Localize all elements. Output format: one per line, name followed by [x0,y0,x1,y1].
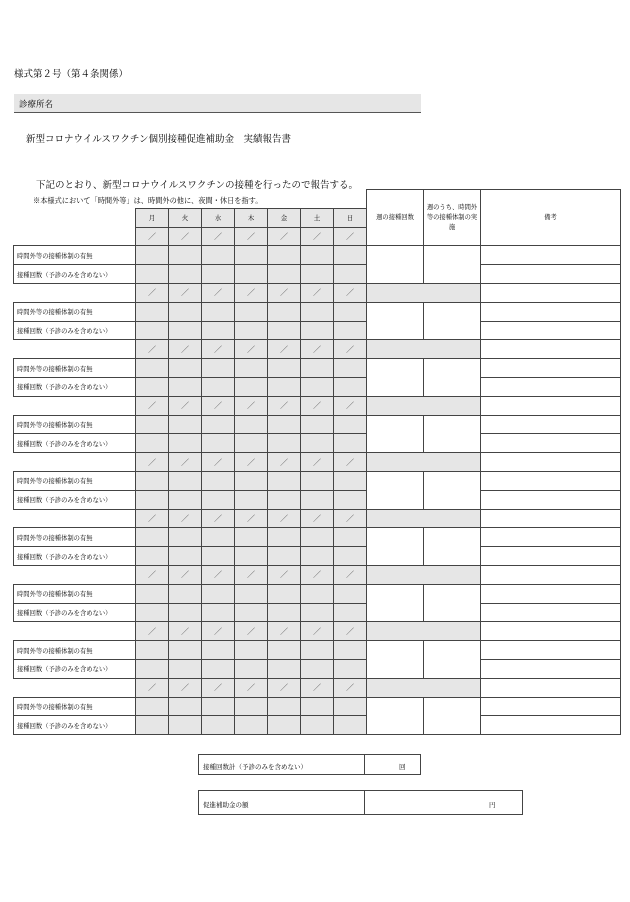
remarks-cell[interactable] [481,434,621,453]
date-cell[interactable]: ／ [301,396,334,415]
count-cell[interactable] [235,547,268,566]
afterhours-cell[interactable] [235,584,268,603]
count-cell[interactable] [235,434,268,453]
afterhours-cell[interactable] [202,584,235,603]
count-cell[interactable] [202,265,235,284]
date-cell[interactable]: ／ [268,396,301,415]
date-cell[interactable]: ／ [235,396,268,415]
afterhours-cell[interactable] [136,584,169,603]
remarks-cell[interactable] [481,490,621,509]
count-row-label: 接種回数（予診のみを含めない） [14,321,136,340]
weekly-count-cell[interactable] [367,641,424,679]
weekly-count-cell[interactable] [367,415,424,453]
date-cell[interactable]: ／ [301,622,334,641]
afterhours-cell[interactable] [202,471,235,490]
afterhours-cell[interactable] [268,302,301,321]
day-header: 火 [169,208,202,227]
weekly-shaded-cell [367,509,481,528]
afterhours-row-label: 時間外等の接種体制の有無 [14,415,136,434]
count-cell[interactable] [202,321,235,340]
date-cell[interactable]: ／ [136,396,169,415]
count-cell[interactable] [268,490,301,509]
count-cell[interactable] [334,434,367,453]
document-title: 新型コロナウイルスワクチン個別接種促進補助金 実績報告書 [26,134,291,145]
weekly-count-cell[interactable] [367,471,424,509]
date-cell[interactable]: ／ [334,396,367,415]
date-cell[interactable]: ／ [301,509,334,528]
day-header: 日 [334,208,367,227]
date-cell[interactable]: ／ [301,565,334,584]
afterhours-cell[interactable] [235,641,268,660]
afterhours-cell[interactable] [268,584,301,603]
remarks-cell[interactable] [481,697,621,716]
remarks-cell[interactable] [481,453,621,472]
afterhours-cell[interactable] [202,246,235,265]
header-spacer [14,190,367,209]
count-cell[interactable] [169,603,202,622]
date-cell[interactable]: ／ [169,453,202,472]
remarks-cell[interactable] [481,622,621,641]
count-cell[interactable] [268,659,301,678]
remarks-cell[interactable] [481,716,621,735]
date-cell[interactable]: ／ [136,678,169,697]
weekly-afterhours-cell[interactable] [424,471,481,509]
afterhours-cell[interactable] [235,471,268,490]
count-cell[interactable] [301,265,334,284]
afterhours-cell[interactable] [334,246,367,265]
date-cell[interactable]: ／ [334,340,367,359]
remarks-cell[interactable] [481,584,621,603]
afterhours-cell[interactable] [235,528,268,547]
date-cell[interactable]: ／ [334,283,367,302]
date-cell[interactable]: ／ [202,565,235,584]
afterhours-cell[interactable] [136,471,169,490]
count-cell[interactable] [301,490,334,509]
afterhours-cell[interactable] [202,302,235,321]
afterhours-cell[interactable] [334,641,367,660]
count-cell[interactable] [136,490,169,509]
weekly-count-cell[interactable] [367,302,424,340]
day-header: 木 [235,208,268,227]
subsidy-amount-unit: 円 [489,801,496,809]
count-row-label: 接種回数（予診のみを含めない） [14,434,136,453]
count-cell[interactable] [334,490,367,509]
date-cell[interactable]: ／ [202,283,235,302]
count-cell[interactable] [202,659,235,678]
date-cell[interactable]: ／ [235,283,268,302]
date-row-spacer [14,509,136,528]
count-row-label: 接種回数（予診のみを含めない） [14,377,136,396]
date-row-spacer [14,227,136,246]
date-cell[interactable]: ／ [268,622,301,641]
afterhours-row-label: 時間外等の接種体制の有無 [14,246,136,265]
count-cell[interactable] [235,603,268,622]
date-cell[interactable]: ／ [202,622,235,641]
afterhours-cell[interactable] [301,302,334,321]
weekly-shaded-cell [367,396,481,415]
date-cell[interactable]: ／ [202,396,235,415]
weekly-afterhours-cell[interactable] [424,359,481,397]
afterhours-cell[interactable] [235,359,268,378]
count-row-label: 接種回数（予診のみを含めない） [14,659,136,678]
count-cell[interactable] [235,490,268,509]
afterhours-cell[interactable] [235,246,268,265]
date-cell[interactable]: ／ [169,678,202,697]
weekly-count-cell[interactable] [367,528,424,566]
count-cell[interactable] [301,603,334,622]
count-cell[interactable] [136,603,169,622]
remarks-cell[interactable] [481,396,621,415]
remarks-cell[interactable] [481,415,621,434]
date-cell[interactable]: ／ [169,565,202,584]
weekly-shaded-cell [367,678,481,697]
afterhours-cell[interactable] [169,471,202,490]
date-cell[interactable]: ／ [301,678,334,697]
date-cell[interactable]: ／ [202,340,235,359]
date-cell[interactable]: ／ [334,565,367,584]
afterhours-cell[interactable] [136,359,169,378]
count-cell[interactable] [202,547,235,566]
date-cell[interactable]: ／ [301,340,334,359]
count-cell[interactable] [169,265,202,284]
count-cell[interactable] [169,659,202,678]
day-header: 金 [268,208,301,227]
date-cell[interactable]: ／ [235,340,268,359]
date-row-spacer [14,622,136,641]
count-cell[interactable] [169,547,202,566]
date-cell[interactable]: ／ [268,227,301,246]
weekly-afterhours-cell[interactable] [424,246,481,284]
weekly-afterhours-cell[interactable] [424,528,481,566]
date-cell[interactable]: ／ [334,509,367,528]
count-cell[interactable] [202,490,235,509]
afterhours-row-label: 時間外等の接種体制の有無 [14,697,136,716]
remarks-cell[interactable] [481,509,621,528]
count-cell[interactable] [268,265,301,284]
header-weekly-afterhours: 週のうち、時間外等の接種体制の実施 [424,190,481,246]
date-cell[interactable]: ／ [169,509,202,528]
remarks-cell[interactable] [481,265,621,284]
report-table [13,189,621,735]
count-cell[interactable] [334,659,367,678]
afterhours-cell[interactable] [301,471,334,490]
count-cell[interactable] [235,321,268,340]
count-cell[interactable] [301,547,334,566]
total-count-label: 接種回数計（予診のみを含めない） [203,763,307,771]
afterhours-cell[interactable] [334,302,367,321]
date-cell[interactable]: ／ [268,565,301,584]
afterhours-cell[interactable] [268,246,301,265]
afterhours-cell[interactable] [202,528,235,547]
date-cell[interactable]: ／ [334,227,367,246]
date-cell[interactable]: ／ [268,509,301,528]
date-cell[interactable]: ／ [136,622,169,641]
form-number: 様式第２号（第４条関係） [14,69,129,80]
weekly-afterhours-cell[interactable] [424,697,481,735]
afterhours-cell[interactable] [169,641,202,660]
afterhours-cell[interactable] [202,359,235,378]
afterhours-cell[interactable] [301,697,334,716]
afterhours-row-label: 時間外等の接種体制の有無 [14,584,136,603]
afterhours-cell[interactable] [301,246,334,265]
date-cell[interactable]: ／ [334,678,367,697]
date-row-spacer [14,396,136,415]
afterhours-cell[interactable] [301,641,334,660]
afterhours-cell[interactable] [235,415,268,434]
afterhours-cell[interactable] [136,246,169,265]
date-cell[interactable]: ／ [136,340,169,359]
date-cell[interactable]: ／ [301,453,334,472]
afterhours-cell[interactable] [169,584,202,603]
date-cell[interactable]: ／ [235,565,268,584]
count-cell[interactable] [268,716,301,735]
count-cell[interactable] [235,659,268,678]
count-cell[interactable] [235,377,268,396]
count-row-label: 接種回数（予診のみを含めない） [14,716,136,735]
afterhours-cell[interactable] [235,302,268,321]
count-cell[interactable] [301,659,334,678]
count-cell[interactable] [169,321,202,340]
count-cell[interactable] [301,377,334,396]
date-cell[interactable]: ／ [268,283,301,302]
weekly-afterhours-cell[interactable] [424,302,481,340]
afterhours-cell[interactable] [268,641,301,660]
count-cell[interactable] [202,716,235,735]
count-cell[interactable] [334,603,367,622]
weekly-count-cell[interactable] [367,246,424,284]
count-cell[interactable] [301,321,334,340]
date-cell[interactable]: ／ [169,396,202,415]
date-cell[interactable]: ／ [136,283,169,302]
count-cell[interactable] [235,265,268,284]
header-weekly-count: 週の接種回数 [367,190,424,246]
header-spacer [14,208,136,227]
date-cell[interactable]: ／ [235,622,268,641]
count-cell[interactable] [334,716,367,735]
date-row-spacer [14,565,136,584]
afterhours-cell[interactable] [334,471,367,490]
remarks-cell[interactable] [481,659,621,678]
afterhours-cell[interactable] [202,415,235,434]
afterhours-cell[interactable] [301,528,334,547]
count-cell[interactable] [202,377,235,396]
afterhours-cell[interactable] [136,641,169,660]
count-cell[interactable] [334,321,367,340]
subsidy-amount-label: 促進補助金の額 [203,801,249,809]
date-cell[interactable]: ／ [202,227,235,246]
afterhours-cell[interactable] [169,302,202,321]
afterhours-cell[interactable] [301,359,334,378]
afterhours-cell[interactable] [334,697,367,716]
clinic-name-field[interactable] [14,94,421,113]
weekly-shaded-cell [367,340,481,359]
afterhours-row-label: 時間外等の接種体制の有無 [14,302,136,321]
count-cell[interactable] [136,716,169,735]
remarks-cell[interactable] [481,340,621,359]
date-row-spacer [14,678,136,697]
weekly-afterhours-cell[interactable] [424,641,481,679]
count-cell[interactable] [136,265,169,284]
afterhours-cell[interactable] [202,697,235,716]
remarks-cell[interactable] [481,547,621,566]
date-cell[interactable]: ／ [136,565,169,584]
date-cell[interactable]: ／ [169,340,202,359]
date-cell[interactable]: ／ [235,509,268,528]
date-cell[interactable]: ／ [301,227,334,246]
weekly-count-cell[interactable] [367,584,424,622]
afterhours-cell[interactable] [268,415,301,434]
afterhours-cell[interactable] [136,697,169,716]
date-cell[interactable]: ／ [268,453,301,472]
afterhours-cell[interactable] [334,359,367,378]
afterhours-row-label: 時間外等の接種体制の有無 [14,471,136,490]
date-cell[interactable]: ／ [334,453,367,472]
count-cell[interactable] [202,434,235,453]
count-cell[interactable] [169,716,202,735]
count-cell[interactable] [301,434,334,453]
intro-text: 下記のとおり、新型コロナウイルスワクチンの接種を行ったので報告する。 [36,180,358,191]
count-cell[interactable] [334,377,367,396]
date-cell[interactable]: ／ [202,509,235,528]
date-cell[interactable]: ／ [235,678,268,697]
day-header: 水 [202,208,235,227]
remarks-cell[interactable] [481,377,621,396]
afterhours-cell[interactable] [169,697,202,716]
remarks-cell[interactable] [481,678,621,697]
remarks-cell[interactable] [481,246,621,265]
count-cell[interactable] [169,434,202,453]
weekly-count-cell[interactable] [367,697,424,735]
remarks-cell[interactable] [481,603,621,622]
remarks-cell[interactable] [481,528,621,547]
remarks-cell[interactable] [481,283,621,302]
weekly-afterhours-cell[interactable] [424,415,481,453]
count-row-label: 接種回数（予診のみを含めない） [14,490,136,509]
header-remarks: 備考 [481,190,621,246]
date-cell[interactable]: ／ [169,622,202,641]
remarks-cell[interactable] [481,359,621,378]
afterhours-row-label: 時間外等の接種体制の有無 [14,528,136,547]
date-cell[interactable]: ／ [136,227,169,246]
date-row-spacer [14,340,136,359]
count-cell[interactable] [169,377,202,396]
count-cell[interactable] [136,659,169,678]
afterhours-cell[interactable] [268,528,301,547]
count-row-label: 接種回数（予診のみを含めない） [14,265,136,284]
afterhours-cell[interactable] [169,359,202,378]
afterhours-cell[interactable] [268,697,301,716]
date-cell[interactable]: ／ [235,227,268,246]
note-text: ※本様式において「時間外等」は、時間外の他に、夜間・休日を指す。 [33,196,263,205]
count-cell[interactable] [136,377,169,396]
remarks-cell[interactable] [481,302,621,321]
weekly-shaded-cell [367,622,481,641]
date-cell[interactable]: ／ [301,283,334,302]
count-cell[interactable] [136,434,169,453]
afterhours-cell[interactable] [136,528,169,547]
date-cell[interactable]: ／ [268,678,301,697]
count-cell[interactable] [268,434,301,453]
weekly-count-cell[interactable] [367,359,424,397]
count-cell[interactable] [136,547,169,566]
clinic-name-label: 診療所名 [19,100,54,110]
subsidy-amount-box [198,790,523,815]
date-cell[interactable]: ／ [235,453,268,472]
date-cell[interactable]: ／ [169,283,202,302]
afterhours-row-label: 時間外等の接種体制の有無 [14,641,136,660]
date-cell[interactable]: ／ [136,509,169,528]
afterhours-row-label: 時間外等の接種体制の有無 [14,359,136,378]
afterhours-cell[interactable] [169,528,202,547]
count-cell[interactable] [301,716,334,735]
afterhours-cell[interactable] [202,641,235,660]
remarks-cell[interactable] [481,641,621,660]
date-cell[interactable]: ／ [136,453,169,472]
count-cell[interactable] [202,603,235,622]
day-header: 月 [136,208,169,227]
remarks-cell[interactable] [481,471,621,490]
date-cell[interactable]: ／ [334,622,367,641]
count-cell[interactable] [268,547,301,566]
weekly-afterhours-cell[interactable] [424,584,481,622]
afterhours-cell[interactable] [301,584,334,603]
date-row-spacer [14,453,136,472]
afterhours-cell[interactable] [169,415,202,434]
day-header: 土 [301,208,334,227]
count-row-label: 接種回数（予診のみを含めない） [14,603,136,622]
date-cell[interactable]: ／ [202,453,235,472]
count-row-label: 接種回数（予診のみを含めない） [14,547,136,566]
date-cell[interactable]: ／ [169,227,202,246]
remarks-cell[interactable] [481,565,621,584]
afterhours-cell[interactable] [136,302,169,321]
count-cell[interactable] [334,265,367,284]
date-cell[interactable]: ／ [268,340,301,359]
count-cell[interactable] [268,603,301,622]
weekly-shaded-cell [367,565,481,584]
count-cell[interactable] [268,377,301,396]
afterhours-cell[interactable] [136,415,169,434]
remarks-cell[interactable] [481,321,621,340]
afterhours-cell[interactable] [268,471,301,490]
afterhours-cell[interactable] [334,528,367,547]
count-cell[interactable] [235,716,268,735]
afterhours-cell[interactable] [169,246,202,265]
count-cell[interactable] [268,321,301,340]
date-cell[interactable]: ／ [202,678,235,697]
weekly-shaded-cell [367,453,481,472]
count-cell[interactable] [334,547,367,566]
total-count-unit: 回 [399,763,406,771]
count-cell[interactable] [169,490,202,509]
afterhours-cell[interactable] [268,359,301,378]
count-cell[interactable] [136,321,169,340]
afterhours-cell[interactable] [334,584,367,603]
afterhours-cell[interactable] [235,697,268,716]
date-row-spacer [14,283,136,302]
weekly-shaded-cell [367,283,481,302]
afterhours-cell[interactable] [334,415,367,434]
afterhours-cell[interactable] [301,415,334,434]
total-count-box [198,754,421,775]
